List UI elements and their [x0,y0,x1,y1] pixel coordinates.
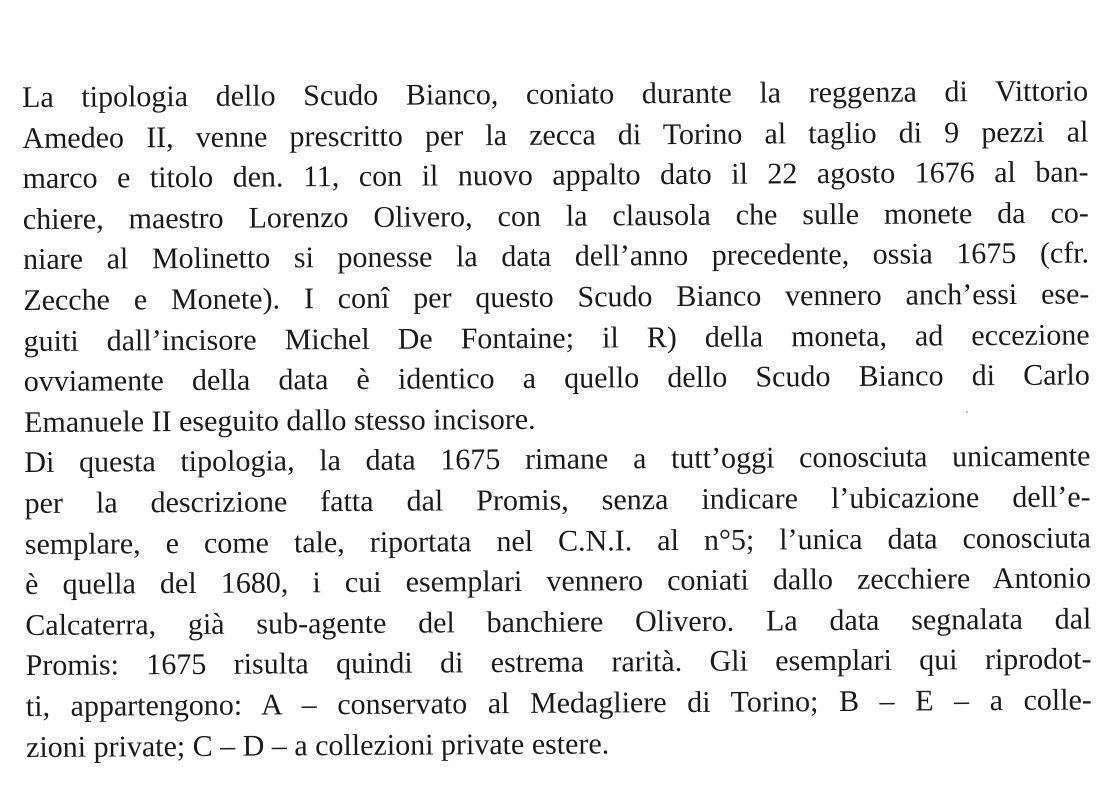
text-line: Calcaterra, già sub-agente del banchiere Olivero. La data segnalata dal [25,602,1092,642]
paragraph-1 [22,71,1090,443]
text-line: semplare, e come tale, riportata nel C.N.I. al n°5; l’unica data conosciuta [24,521,1091,561]
text-line: per la descrizione fatta dal Promis, senza indicare l’ubicazione dell’e- [24,480,1091,520]
text-line: ti, appartengono: A – conservato al Medagliere di Torino; B – E – a colle- [25,683,1092,723]
text-line: Amedeo II, venne prescritto per la zecca di Torino al taglio di 9 pezzi al [22,115,1089,155]
text-line: Emanuele II eseguito dallo stesso incisore. [24,402,536,439]
text-line: La tipologia dello Scudo Bianco, coniato durante la reggenza di Vittorio [22,74,1089,114]
text-line: Di questa tipologia, la data 1675 rimane a tutt’oggi conosciuta unicamente [24,439,1091,480]
text-line: guiti dall’incisore Michel De Fontaine; il R) della moneta, ad eccezione [23,318,1090,358]
text-line: marco e titolo den. 11, con il nuovo appalto dato il 22 agosto 1676 al ban- [22,155,1089,196]
text-line: Zecche e Monete). I conî per questo Scudo Bianco vennero anch’essi ese- [23,277,1090,317]
scan-speck [966,411,968,413]
text-line: niare al Molinetto si ponesse la data dell’anno precedente, ossia 1675 (cfr. [23,236,1090,277]
text-line: Promis: 1675 risulta quindi di estrema rarità. Gli esemplari qui riprodot- [25,642,1092,683]
text-line: è quella del 1680, i cui esemplari vennero coniati dallo zecchiere Antonio [24,561,1092,602]
paragraph-2 [24,437,1092,768]
text-line: zioni private; C – D – a collezioni private estere. [25,726,610,764]
text-line: ovviamente della data è identico a quello dello Scudo Bianco di Carlo [23,358,1090,399]
text-line: chiere, maestro Lorenzo Olivero, con la clausola che sulle monete da co- [22,196,1089,236]
body-text [22,71,1092,768]
